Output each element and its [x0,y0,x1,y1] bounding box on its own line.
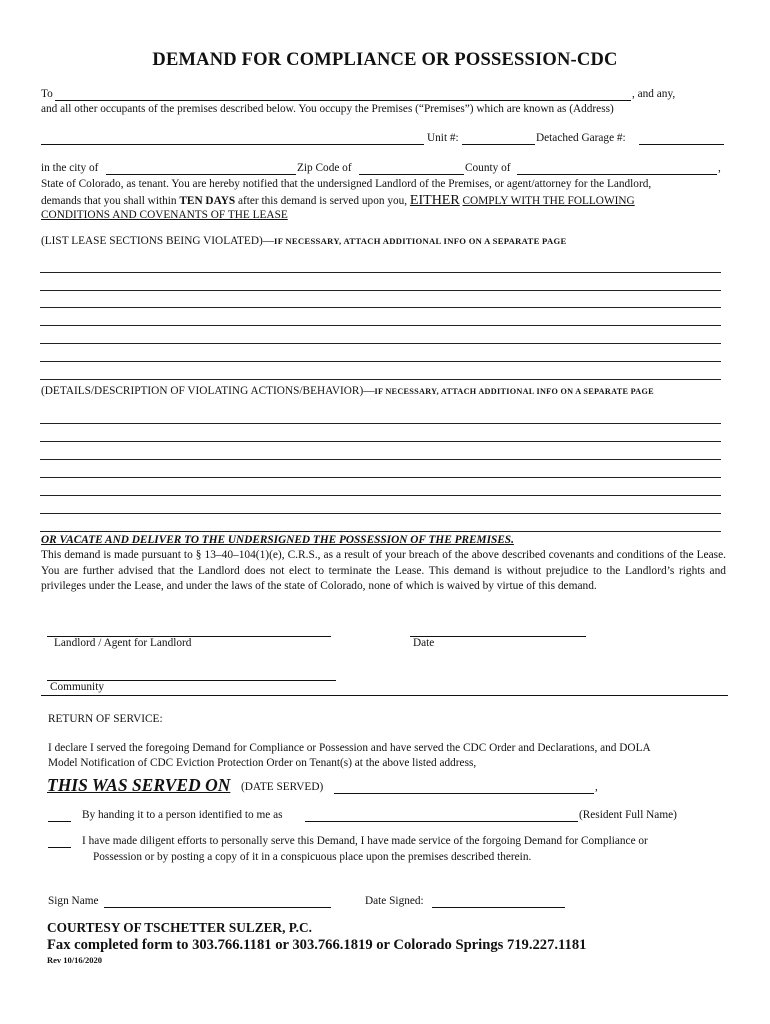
details-line-1[interactable] [40,423,721,424]
courtesy-text: COURTESY OF TSCHETTER SULZER, P.C. [47,920,312,935]
notice-line-1: State of Colorado, as tenant. You are hereby notified that the undersigned Landlord of the Premises, or agent/attorney for the Landlord, [41,178,652,190]
declare-line-1: I declare I served the foregoing Demand for Compliance or Possession and have served the CDC Order and Declarations, and DOLA [48,742,651,754]
date-signature-line[interactable] [410,636,586,637]
unit-field[interactable] [462,144,535,145]
details-heading [41,385,654,397]
details-line-2[interactable] [40,441,721,442]
address-field[interactable] [41,144,424,145]
option2-line-2: Possession or by posting a copy of it in a conspicuous place upon the premises described therein. [93,851,532,863]
details-note: IF NECESSARY, ATTACH ADDITIONAL INFO ON A SEPARATE PAGE [374,387,654,396]
lease-sections-label: (LIST LEASE SECTIONS BEING VIOLATED)— [41,235,275,247]
details-line-4[interactable] [40,477,721,478]
lease-sections-note: IF NECESSARY, ATTACH ADDITIONAL INFO ON A SEPARATE PAGE [274,236,567,246]
lease-line-4[interactable] [40,325,721,326]
ten-days-text: TEN DAYS [179,195,236,207]
unit-label: Unit #: [427,132,459,144]
resident-name-label: (Resident Full Name) [579,809,677,821]
option1-checkline[interactable] [48,821,71,822]
garage-field[interactable] [639,144,724,145]
resident-name-field[interactable] [305,821,578,822]
conditions-text: CONDITIONS AND COVENANTS OF THE LEASE [41,209,288,221]
served-on-heading: THIS WAS SERVED ON [47,775,231,795]
vacate-body: This demand is made pursuant to § 13–40–104(1)(e), C.R.S., as a result of your breach of the above described covenants and conditions of the Lease. You are further advised that the Landlord does not elect to terminate the Lease. This demand is without prejudice to the Landlord’s rights and privileges under the Lease, and under the laws of the state of Colorado, none of which is waived by virtue of this demand. [41,549,726,593]
date-served-field[interactable] [334,793,594,794]
details-line-3[interactable] [40,459,721,460]
zip-field[interactable] [359,174,464,175]
county-field[interactable] [517,174,717,175]
served-comma: , [595,781,598,793]
lease-line-2[interactable] [40,290,721,291]
community-label: Community [50,681,104,693]
details-line-6[interactable] [40,513,721,514]
document-title: DEMAND FOR COMPLIANCE OR POSSESSION-CDC [152,50,618,70]
details-label: (DETAILS/DESCRIPTION OF VIOLATING ACTIONS/BEHAVIOR)— [41,385,375,397]
comply-text: COMPLY WITH THE FOLLOWING [462,195,635,207]
option1-text: By handing it to a person identified to me as [82,809,283,821]
details-line-5[interactable] [40,495,721,496]
and-any-text: , and any, [632,88,676,100]
lease-sections-heading [41,235,567,247]
notice-text-b: after this demand is served upon you, [237,195,408,207]
occupants-text: and all other occupants of the premises described below. You occupy the Premises (“Premises”) which are known as (Address) [41,103,614,115]
city-label: in the city of [41,162,99,174]
garage-label: Detached Garage #: [536,132,626,144]
either-text: EITHER [409,193,460,208]
to-label: To [41,88,53,100]
fax-text: Fax completed form to 303.766.1181 or 303.766.1819 or Colorado Springs 719.227.1181 [47,937,587,953]
notice-text-a: demands that you shall within [41,195,177,207]
section-divider [41,695,728,696]
date-signed-field[interactable] [432,907,565,908]
lease-line-1[interactable] [40,272,721,273]
lease-line-3[interactable] [40,307,721,308]
landlord-label: Landlord / Agent for Landlord [54,637,192,649]
county-comma: , [718,162,721,174]
lease-line-5[interactable] [40,343,721,344]
city-field[interactable] [106,174,296,175]
vacate-heading: OR VACATE AND DELIVER TO THE UNDERSIGNED THE POSSESSION OF THE PREMISES. [41,534,514,546]
return-of-service-heading: RETURN OF SERVICE: [48,713,163,725]
lease-line-7[interactable] [40,379,721,380]
option2-checkline[interactable] [48,847,71,848]
option2-line-1: I have made diligent efforts to personally serve this Demand, I have made service of the forgoing Demand for Compliance or [82,835,648,847]
date-signed-label: Date Signed: [365,895,424,907]
county-label: County of [465,162,511,174]
date-label: Date [413,637,435,649]
lease-line-6[interactable] [40,361,721,362]
revision-text: Rev 10/16/2020 [47,955,103,965]
tenant-name-field[interactable] [55,100,631,101]
sign-name-field[interactable] [104,907,331,908]
notice-line-2 [41,193,635,209]
declare-line-2: Model Notification of CDC Eviction Protection Order on Tenant(s) at the above listed address, [48,757,477,769]
date-served-label: (DATE SERVED) [241,781,324,793]
details-line-7[interactable] [40,531,721,532]
sign-name-label: Sign Name [48,895,99,907]
zip-label: Zip Code of [297,162,352,174]
